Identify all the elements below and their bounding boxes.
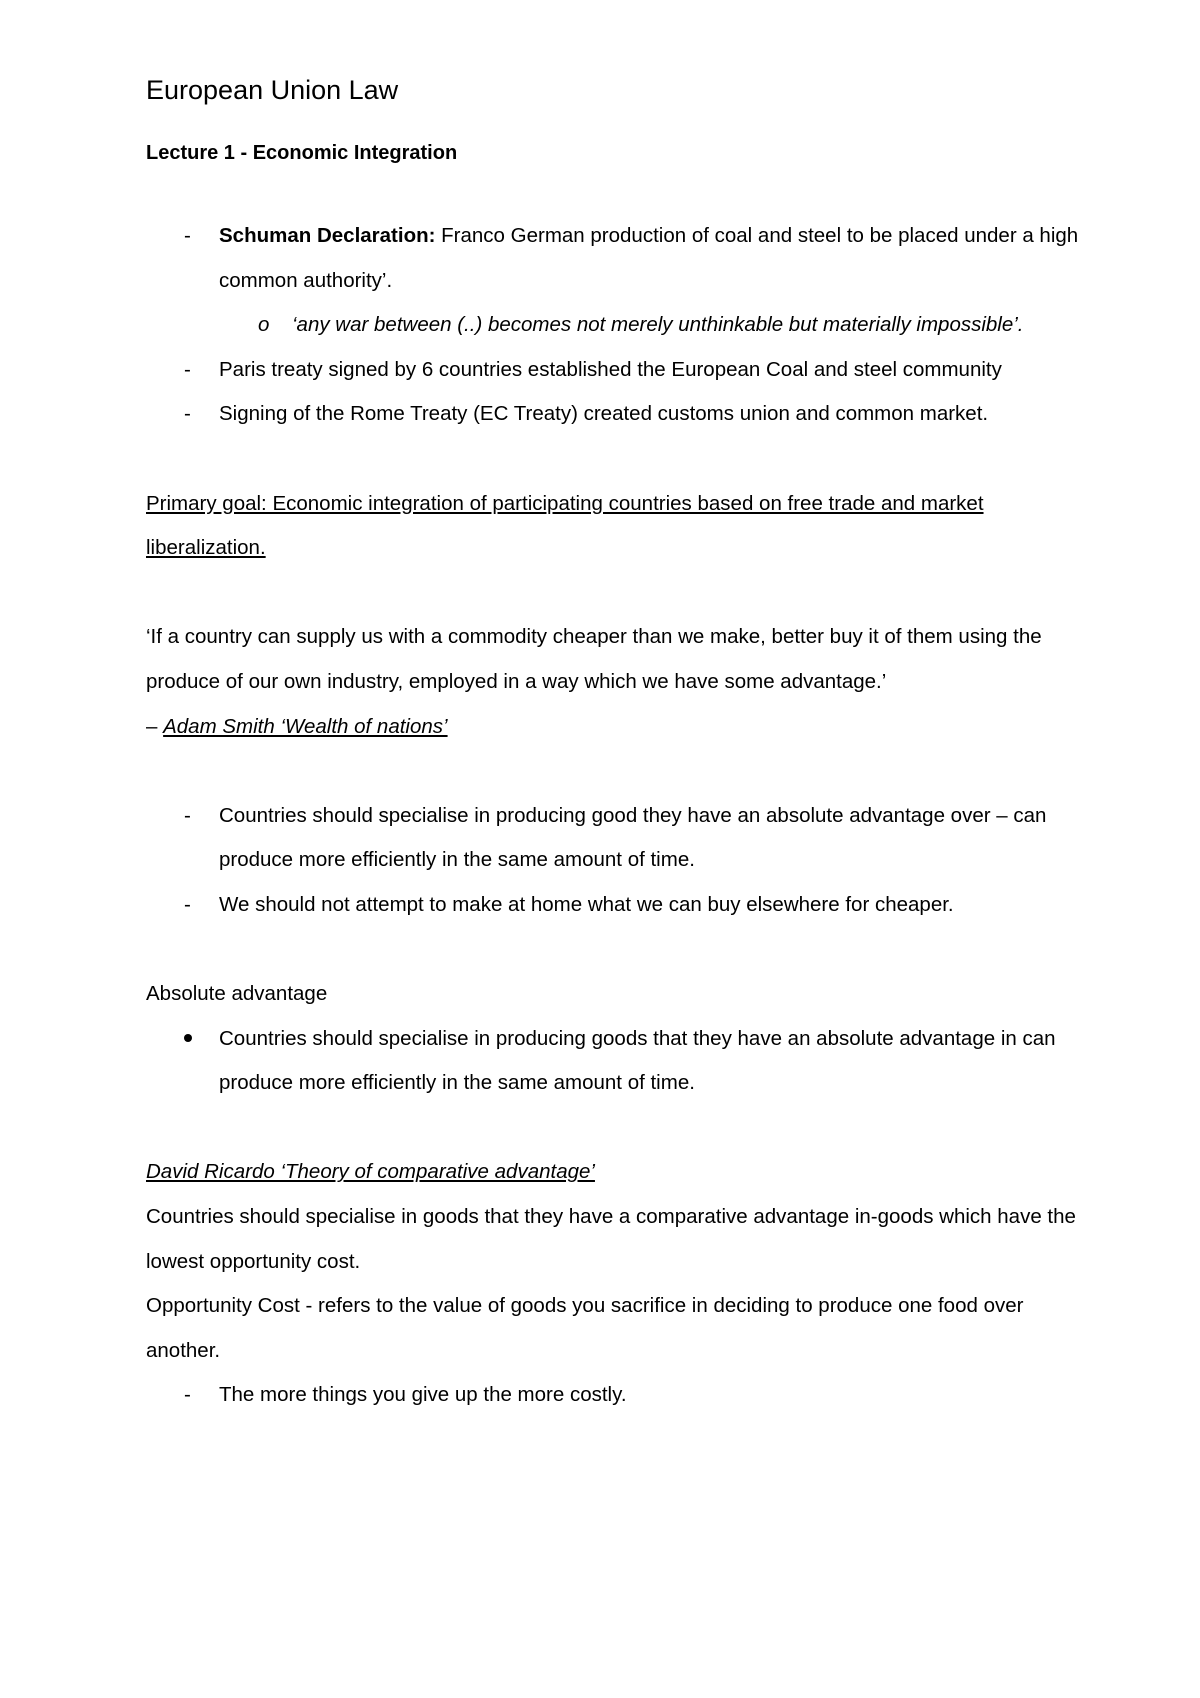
- list-item: [146, 303, 1086, 348]
- list-item: [146, 214, 1086, 303]
- document-page: [146, 72, 1086, 1418]
- dash-marker: -: [184, 892, 191, 916]
- list-item-text: Countries should specialise in producing goods that they have an absolute advantage in can produce more efficiently in the same amount of time.: [219, 1026, 1056, 1095]
- ricardo-heading: David Ricardo ‘Theory of comparative advantage’: [146, 1160, 595, 1184]
- document-title: European Union Law: [146, 75, 399, 105]
- spacer: [146, 1106, 1086, 1151]
- dash-marker: -: [184, 224, 191, 247]
- spacer: [146, 437, 1086, 482]
- schuman-quote: ‘any war between (..) becomes not merely unthinkable but materially impossible’.: [292, 313, 1024, 337]
- primary-goal: Primary goal: Economic integration of participating countries based on free trade and market liberalization.: [146, 491, 984, 560]
- spacer: [146, 928, 1086, 973]
- dash-marker: -: [184, 357, 191, 381]
- opportunity-points: [146, 1373, 1086, 1418]
- list-item: [146, 392, 1086, 437]
- dash-marker: -: [184, 402, 191, 426]
- paris-treaty-text: Paris treaty signed by 6 countries established the European Coal and steel community: [219, 357, 1002, 381]
- intro-list-continued: [146, 348, 1086, 437]
- smith-attribution-line: [146, 705, 1086, 750]
- bullet-icon: [184, 1034, 192, 1042]
- rome-treaty-text: Signing of the Rome Treaty (EC Treaty) created customs union and common market.: [219, 402, 989, 426]
- schuman-label: Schuman Declaration:: [219, 224, 436, 247]
- spacer: [146, 571, 1086, 616]
- ricardo-text: Countries should specialise in goods that they have a comparative advantage in-goods which have the lowest opportunity cost.: [146, 1205, 1076, 1273]
- absolute-advantage-list: [146, 1017, 1086, 1106]
- list-item: [146, 794, 1086, 883]
- intro-list: [146, 214, 1086, 303]
- list-item-text: Countries should specialise in producing good they have an absolute advantage over – can produce more efficiently in the same amount of time.: [219, 803, 1047, 872]
- list-item: [146, 883, 1086, 928]
- attribution-dash: –: [146, 714, 164, 738]
- smith-attribution: Adam Smith ‘Wealth of nations’: [163, 714, 448, 738]
- list-item-text: We should not attempt to make at home what we can buy elsewhere for cheaper.: [219, 892, 954, 916]
- absolute-advantage-heading: Absolute advantage: [146, 982, 328, 1006]
- schuman-text: Franco German production of coal and steel to be placed under a high common authority’.: [219, 224, 1079, 292]
- spacer: [146, 749, 1086, 794]
- smith-points: [146, 794, 1086, 928]
- dash-marker: -: [184, 1383, 191, 1407]
- o-marker: o: [258, 313, 270, 337]
- schuman-sublist: [146, 303, 1086, 348]
- lecture-heading: Lecture 1 - Economic Integration: [146, 142, 458, 164]
- smith-quote: ‘If a country can supply us with a commodity cheaper than we make, better buy it of them using the produce of our own industry, employed in a way which we have some advantage.’: [146, 625, 1042, 693]
- dash-marker: -: [184, 803, 191, 827]
- opportunity-cost-text: Opportunity Cost - refers to the value of goods you sacrifice in deciding to produce one food over another.: [146, 1294, 1024, 1362]
- list-item-text: The more things you give up the more costly.: [219, 1383, 627, 1407]
- list-item: [146, 348, 1086, 393]
- list-item: [146, 1373, 1086, 1418]
- list-item: [146, 1017, 1086, 1106]
